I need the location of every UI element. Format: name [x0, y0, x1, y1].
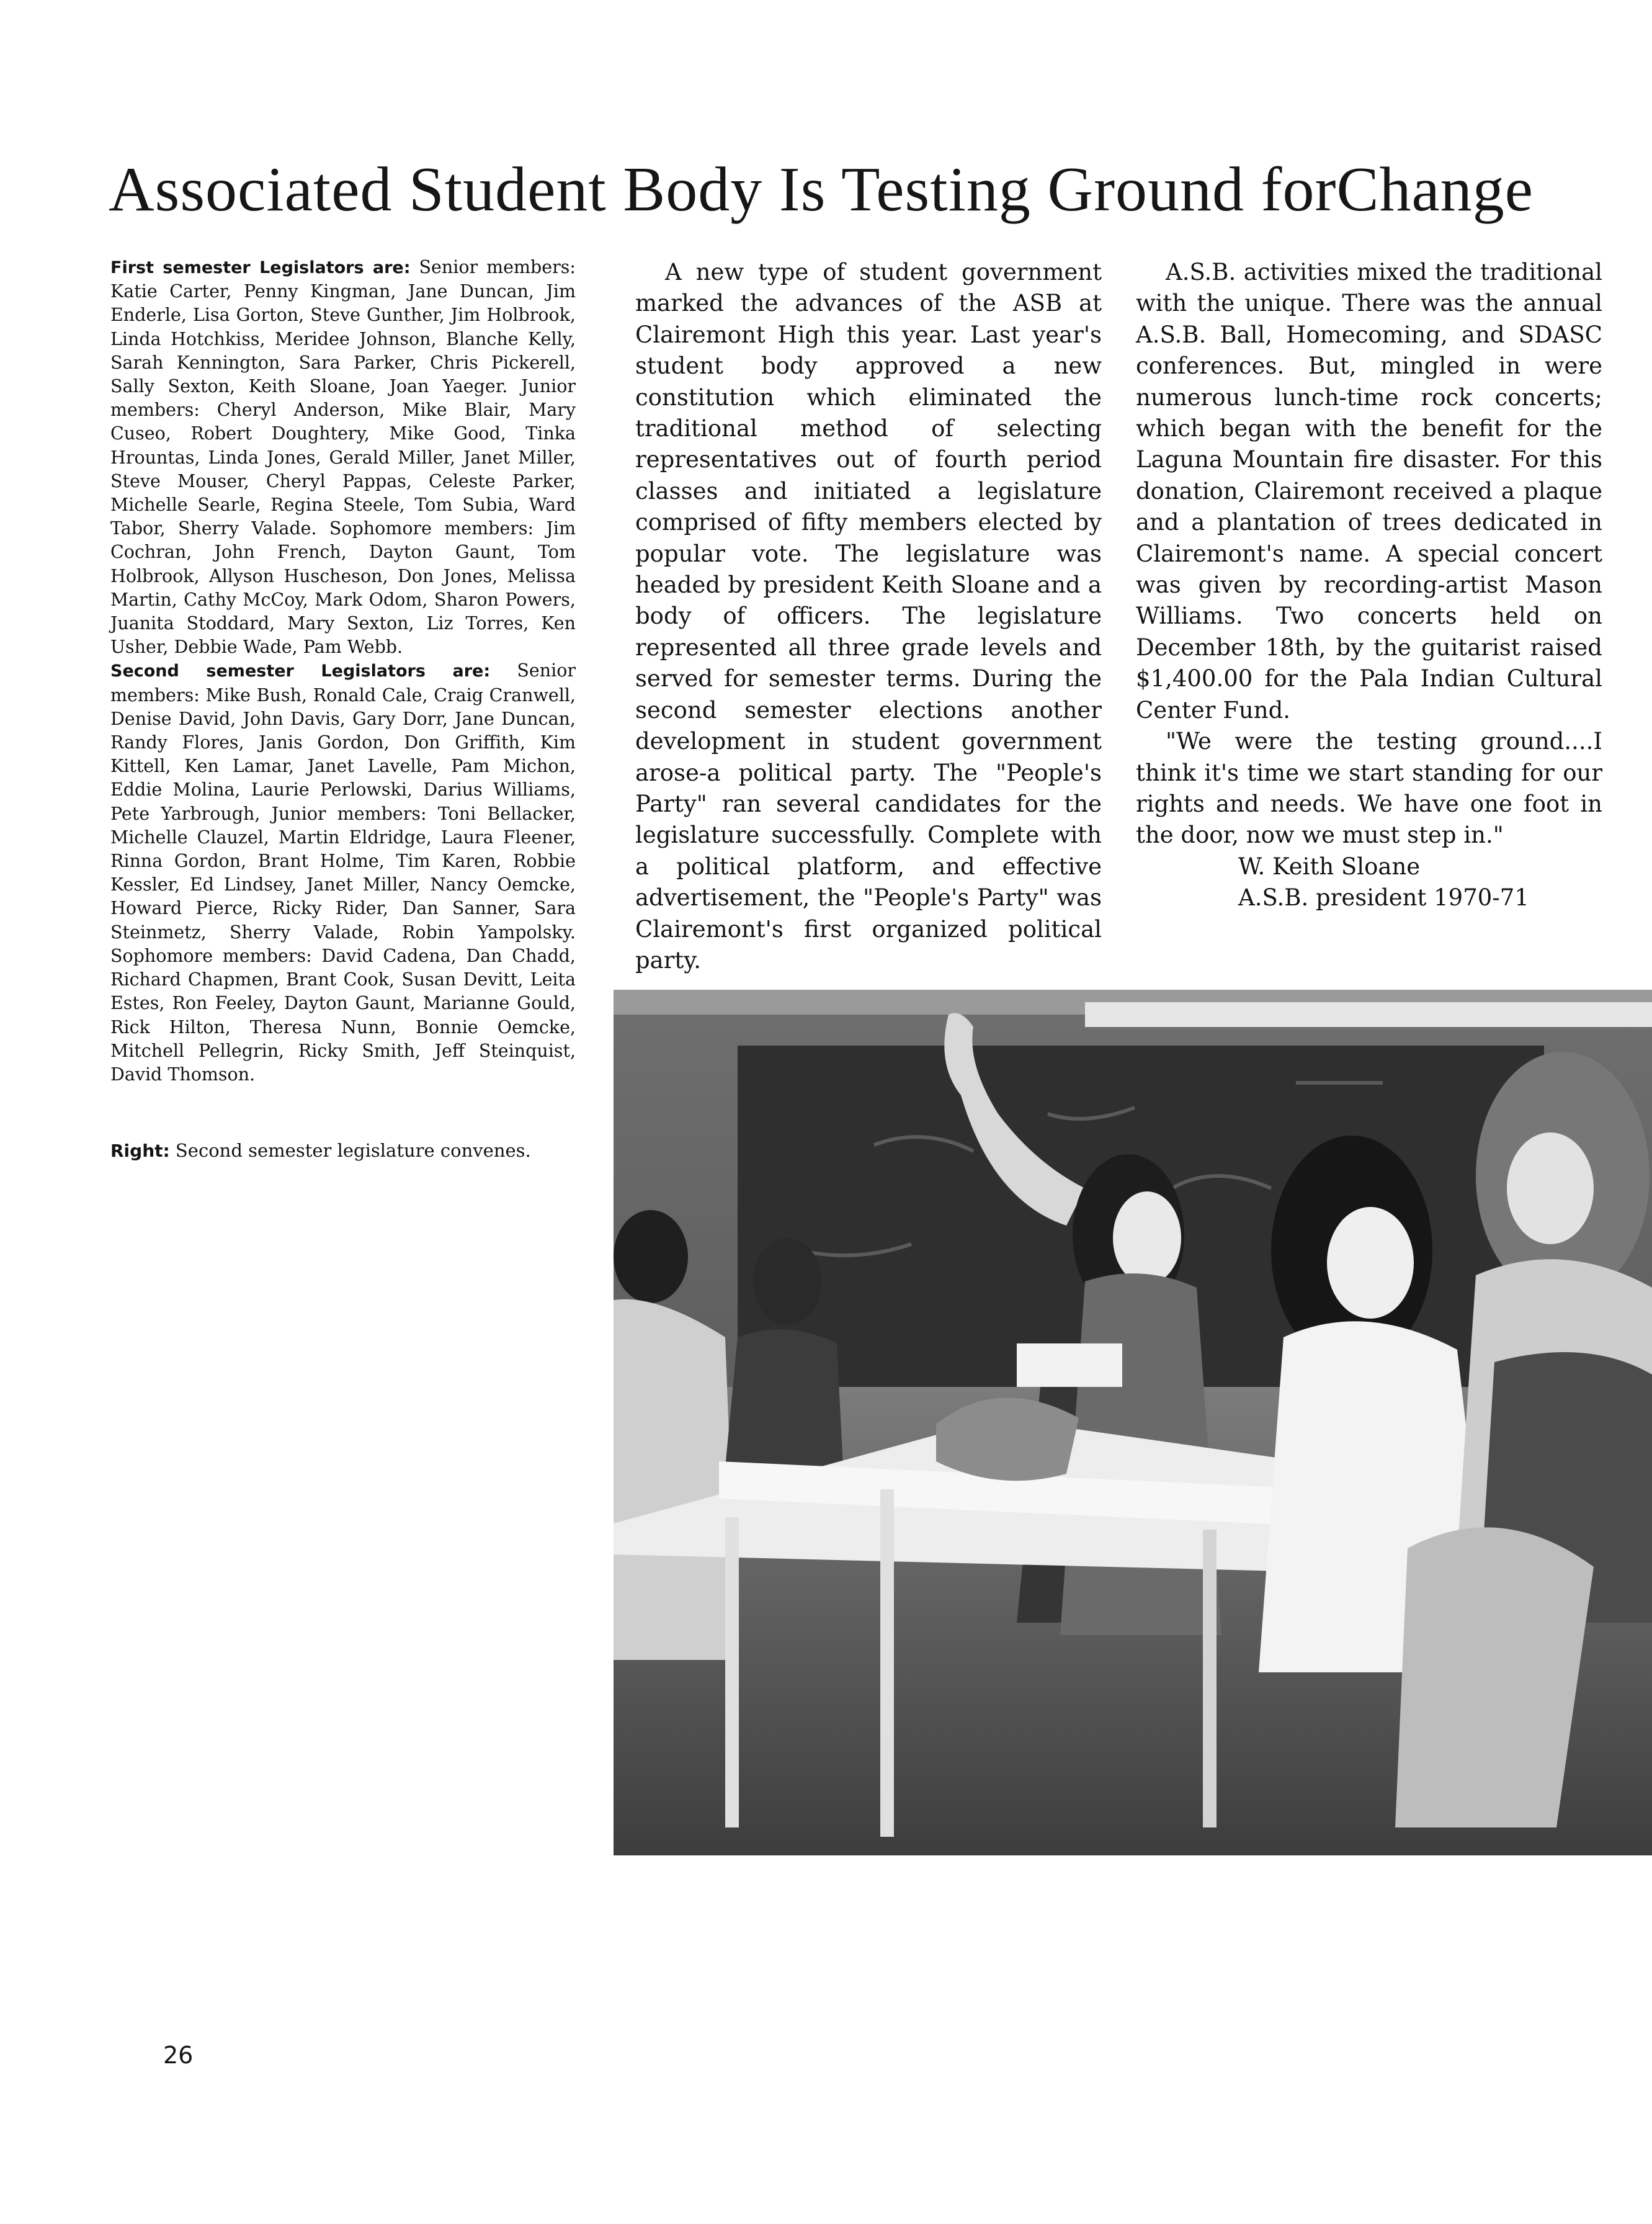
second-semester-heading: Second semester Legislators are: — [110, 661, 491, 681]
legislature-photo-image — [614, 990, 1652, 1855]
article-paragraph-2: A.S.B. activities mixed the traditional with the unique. There was the annual A.S.B. Ball, Homecoming, and SDASC conferences. But, mingled in were numerous lunch-time rock concerts; which began with the benefit for the Laguna Mountain fire disaster. For this donation, Clairemont received a plaque and a plantation of trees dedicated in Clairemont's name. A special concert was given by recording-artist Mason Williams. Two concerts held on December 18th, by the guitarist raised $1,400.00 for the Pala Indian Cultural Center Fund. — [1136, 259, 1602, 724]
quote-signature-name: W. Keith Sloane — [1238, 853, 1421, 880]
legislator-roster — [110, 256, 576, 1087]
first-semester-names: Senior members: Katie Carter, Penny Kingman, Jane Duncan, Jim Enderle, Lisa Gorton, Steve Gunther, Jim Holbrook, Linda Hotchkiss, Meridee Johnson, Blanche Kelly, Sarah Kennington, Sara Parker, Chris Pickerell, Sally Sexton, Keith Sloane, Joan Yaeger. Junior members: Cheryl Anderson, Mike Blair, Mary Cuseo, Robert Doughtery, Mike Good, Tinka Hrountas, Linda Jones, Gerald Miller, Janet Miller, Steve Mouser, Cheryl Pappas, Celeste Parker, Michelle Searle, Regina Steele, Tom Subia, Ward Tabor, Sherry Valade. Sophomore members: Jim Cochran, John French, Dayton Gaunt, Tom Holbrook, Allyson Huscheson, Don Jones, Melissa Martin, Cathy McCoy, Mark Odom, Sharon Powers, Juanita Stoddard, Mary Sexton, Liz Torres, Ken Usher, Debbie Wade, Pam Webb. — [110, 257, 576, 658]
second-semester-names: Senior members: Mike Bush, Ronald Cale, Craig Cranwell, Denise David, John Davis, Gary Dorr, Jane Duncan, Randy Flores, Janis Gordon, Don Griffith, Kim Kittell, Ken Lamar, Janet Lavelle, Pam Michon, Eddie Molina, Laurie Perlowski, Darius Williams, Pete Yarbrough, Junior members: Toni Bellacker, Michelle Clauzel, Martin Eldridge, Laura Fleener, Rinna Gordon, Brant Holme, Tim Karen, Robbie Kessler, Ed Lindsey, Janet Miller, Nancy Oemcke, Howard Pierce, Ricky Rider, Dan Sanner, Sara Steinmetz, Sherry Valade, Robin Yampolsky. Sophomore members: David Cadena, Dan Chadd, Richard Chapmen, Brant Cook, Susan Devitt, Leita Estes, Ron Feeley, Dayton Gaunt, Marianne Gould, Rick Hilton, Theresa Nunn, Bonnie Oemcke, Mitchell Pellegrin, Ricky Smith, Jeff Steinquist, David Thomson. — [110, 660, 576, 1085]
second-semester-roster — [110, 659, 576, 1087]
page-headline: Associated Student Body Is Testing Ground forChange — [109, 155, 1534, 225]
photo-caption — [110, 1139, 669, 1162]
article-column-1 — [635, 257, 1102, 976]
article-paragraph-1: A new type of student government marked the advances of the ASB at Clairemont High this year. Last year's student body approved a new constitution which eliminated the traditional method of selecting representatives out of fourth period classes and initiated a legislature comprised of fifty members elected by popular vote. The legislature was headed by president Keith Sloane and a body of officers. The legislature represented all three grade levels and served for semester terms. During the second semester elections another development in student government arose-a political party. The "People's Party" ran several candidates for the legislature successfully. Complete with a political platform, and effective advertisement, the "People's Party" was Clairemont's first organized political party. — [635, 259, 1102, 974]
legislature-photo — [614, 990, 1652, 1855]
first-semester-roster — [110, 256, 576, 659]
first-semester-heading: First semester Legislators are: — [110, 258, 411, 277]
quote-signature-title: A.S.B. president 1970-71 — [1238, 884, 1529, 912]
caption-lead: Right: — [110, 1141, 170, 1161]
caption-text: Second semester legislature convenes. — [169, 1140, 531, 1161]
president-quote: "We were the testing ground....I think it's time we start standing for our rights and needs. We have one foot in the door, now we must step in." — [1136, 728, 1602, 849]
article-column-2 — [1136, 257, 1602, 914]
page-number: 26 — [163, 2042, 194, 2069]
